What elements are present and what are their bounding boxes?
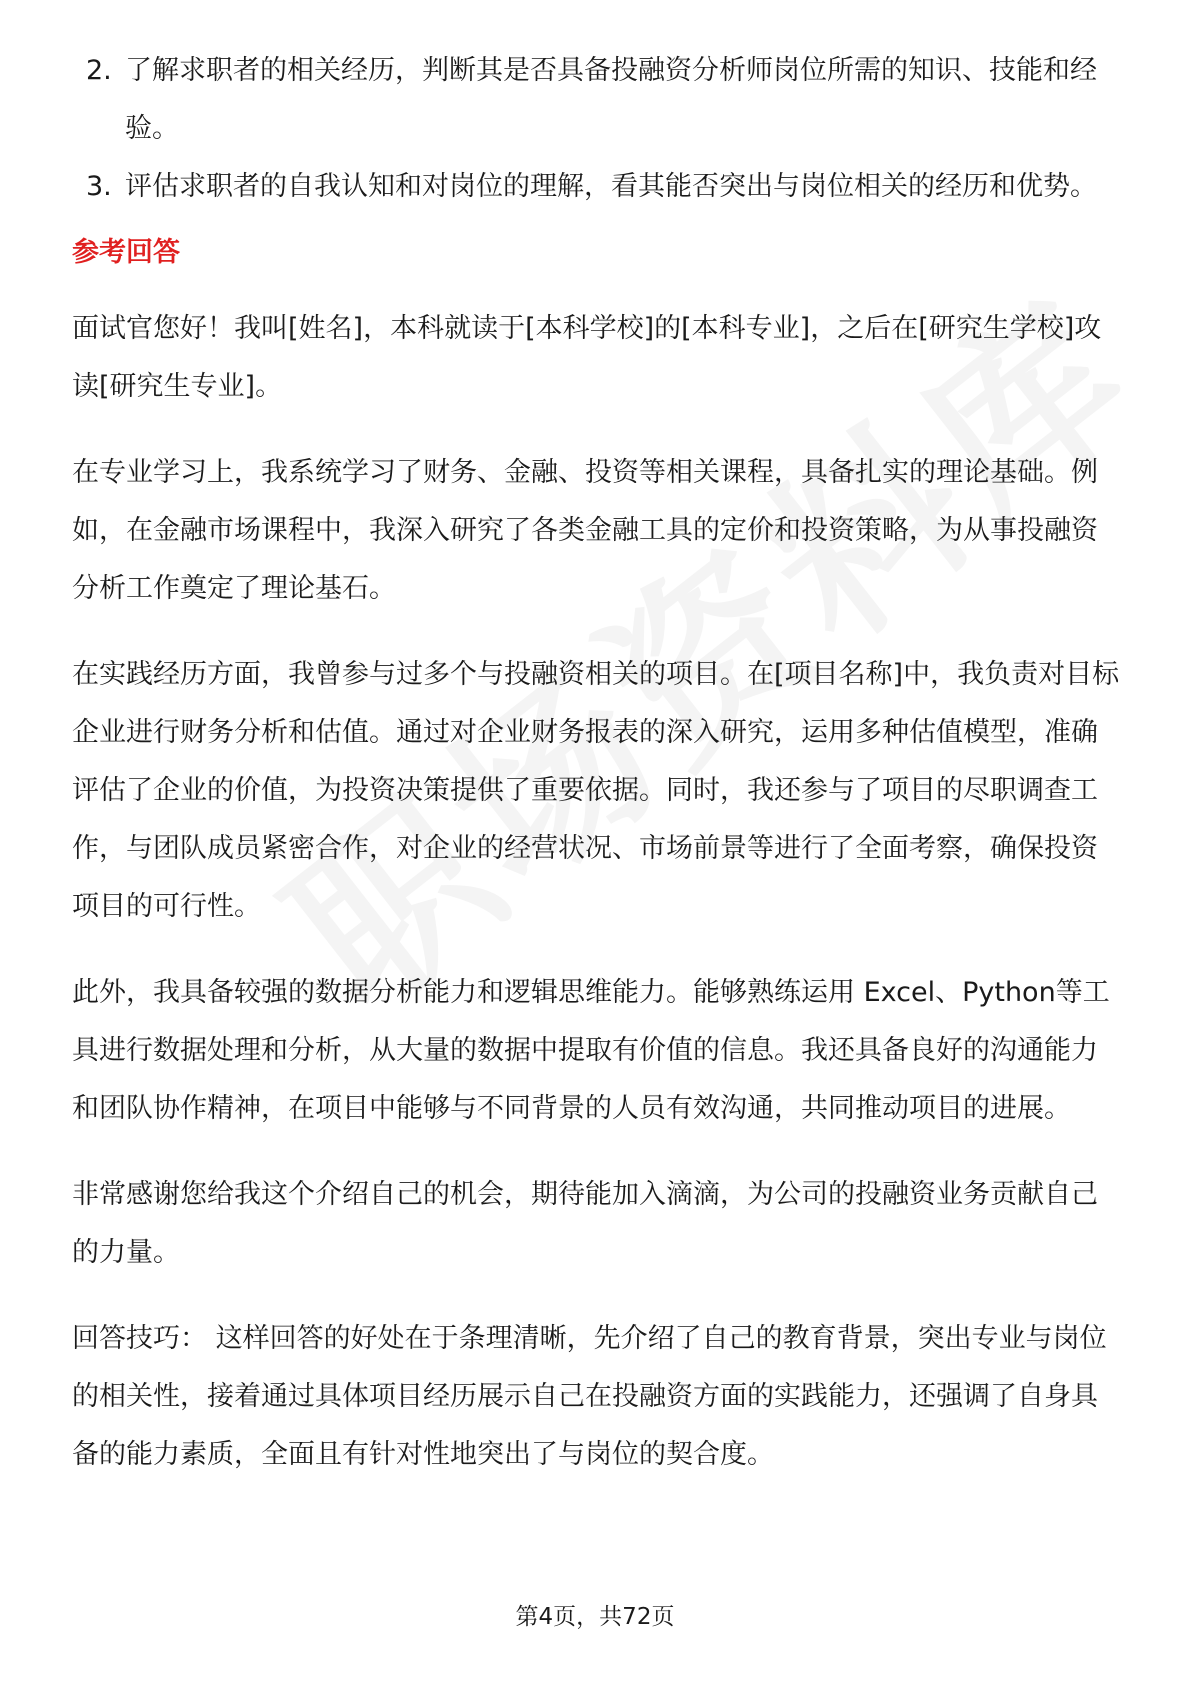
list-item-text: 了解求职者的相关经历，判断其是否具备投融资分析师岗位所需的知识、技能和经验。 (125, 55, 1097, 144)
section-heading: 参考回答 (72, 237, 180, 268)
paragraph: 此外，我具备较强的数据分析能力和逻辑思维能力。能够熟练运用 Excel、Python等工具进行数据处理和分析，从大量的数据中提取有价值的信息。我还具备良好的沟通能力和团队协作精神，在项目中能够与不同背景的人员有效沟通，共同推动项目的进展。 (72, 977, 1110, 1124)
page-footer: 第4页，共72页 (515, 1604, 675, 1630)
paragraph: 在实践经历方面，我曾参与过多个与投融资相关的项目。在[项目名称]中，我负责对目标企业进行财务分析和估值。通过对企业财务报表的深入研究，运用多种估值模型，准确评估了企业的价值，为投资决策提供了重要依据。同时，我还参与了项目的尽职调查工作，与团队成员紧密合作，对企业的经营状况、市场前景等进行了全面考察，确保投资项目的可行性。 (72, 659, 1120, 922)
paragraph: 回答技巧： 这样回答的好处在于条理清晰，先介绍了自己的教育背景，突出专业与岗位的相关性，接着通过具体项目经历展示自己在投融资方面的实践能力，还强调了自身具备的能力素质，全面且有针对性地突出了与岗位的契合度。 (72, 1323, 1107, 1470)
document-content (72, 42, 1120, 1512)
list-item-number: 2. (86, 55, 112, 86)
list-item (72, 42, 1120, 158)
paragraph: 在专业学习上，我系统学习了财务、金融、投资等相关课程，具备扎实的理论基础。例如，在金融市场课程中，我深入研究了各类金融工具的定价和投资策略，为从事投融资分析工作奠定了理论基石。 (72, 457, 1098, 604)
list-item (72, 158, 1120, 216)
paragraph: 面试官您好！我叫[姓名]，本科就读于[本科学校]的[本科专业]，之后在[研究生学校]攻读[研究生专业]。 (72, 313, 1102, 402)
list-item-number: 3. (86, 171, 112, 202)
list-item-text: 评估求职者的自我认知和对岗位的理解，看其能否突出与岗位相关的经历和优势。 (125, 171, 1097, 202)
numbered-list (72, 42, 1120, 216)
paragraph: 非常感谢您给我这个介绍自己的机会，期待能加入滴滴，为公司的投融资业务贡献自己的力量。 (72, 1179, 1098, 1268)
